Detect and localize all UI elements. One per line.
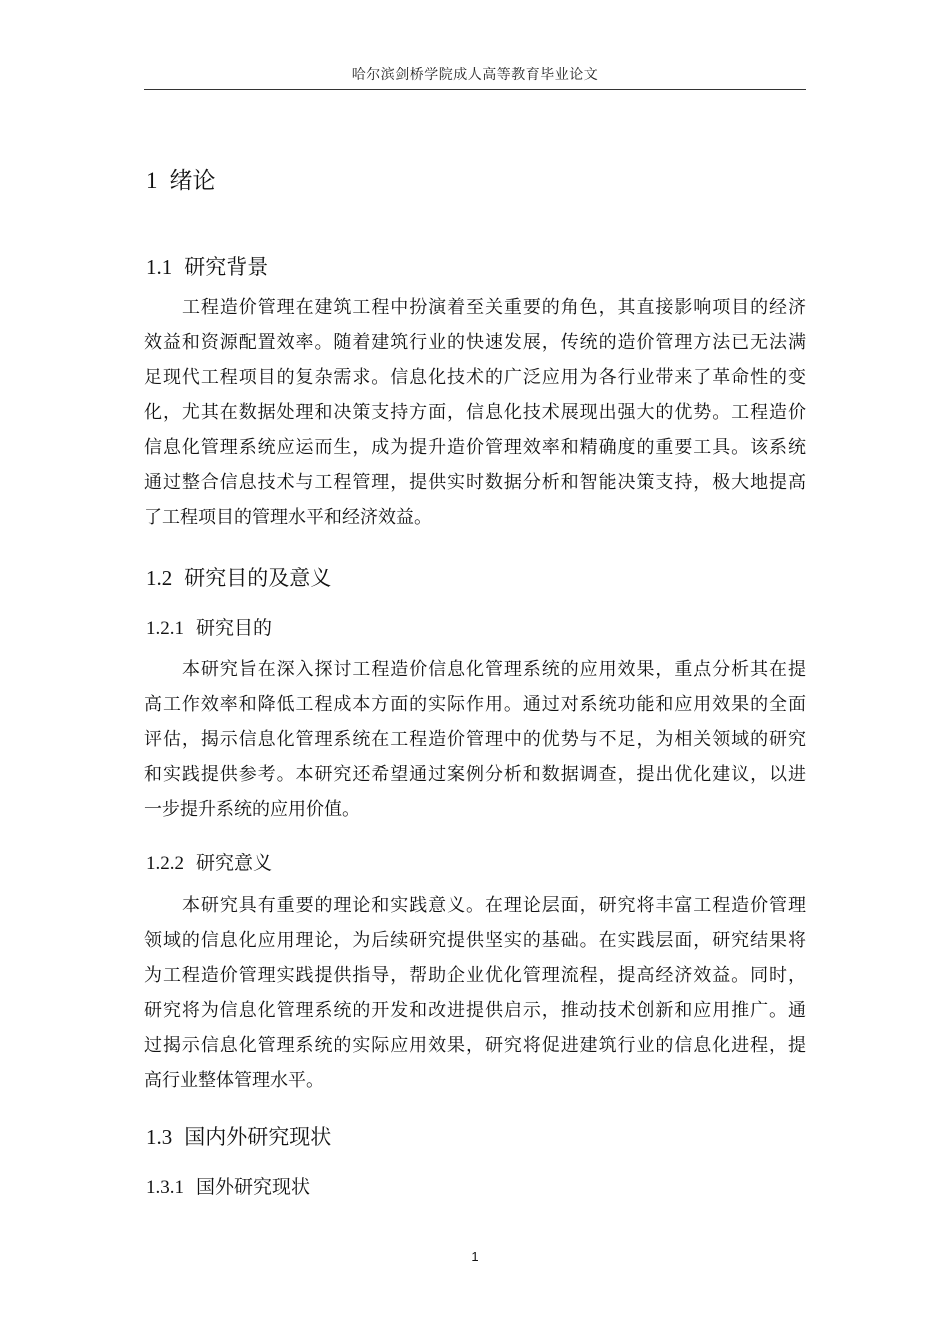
paragraph-line: 信息化管理系统应运而生，成为提升造价管理效率和精确度的重要工具。该系统: [144, 437, 806, 458]
paragraph-line: 为工程造价管理实践提供指导，帮助企业优化管理流程，提高经济效益。同时，: [144, 965, 806, 986]
section-heading-1-3: [146, 1121, 331, 1151]
subsection-title: 研究意义: [196, 852, 273, 874]
chapter-number: 1: [146, 168, 158, 193]
paragraph-research-significance: [144, 888, 806, 1098]
section-number: 1.3: [146, 1125, 173, 1149]
subsection-heading-1-2-2: [146, 848, 272, 875]
paragraph-research-purpose: [144, 652, 806, 827]
paragraph-line: 效益和资源配置效率。随着建筑行业的快速发展，传统的造价管理方法已无法满: [144, 332, 806, 353]
paragraph-line: 一步提升系统的应用价值。: [144, 799, 360, 820]
section-number: 1.1: [146, 255, 173, 279]
subsection-number: 1.2.1: [146, 618, 184, 639]
subsection-title: 研究目的: [196, 617, 273, 639]
running-header: 哈尔滨剑桥学院成人高等教育毕业论文: [351, 67, 599, 83]
page-number: 1: [471, 1249, 479, 1264]
subsection-number: 1.2.2: [146, 853, 184, 874]
paragraph-line: 本研究旨在深入探讨工程造价信息化管理系统的应用效果，重点分析其在提: [182, 659, 806, 680]
paragraph-research-background: [144, 290, 806, 535]
chapter-heading: [146, 162, 216, 195]
subsection-title: 国外研究现状: [196, 1176, 311, 1198]
paragraph-line: 通过整合信息技术与工程管理，提供实时数据分析和智能决策支持，极大地提高: [144, 472, 806, 493]
subsection-heading-1-3-1: [146, 1172, 310, 1199]
section-heading-1-1: [146, 251, 268, 281]
paragraph-line: 本研究具有重要的理论和实践意义。在理论层面，研究将丰富工程造价管理: [182, 895, 806, 916]
header-divider: [144, 89, 806, 90]
section-heading-1-2: [146, 562, 331, 592]
paragraph-line: 过揭示信息化管理系统的实际应用效果，研究将促进建筑行业的信息化进程，提: [144, 1035, 806, 1056]
chapter-title: 绪论: [169, 168, 216, 194]
paragraph-line: 评估，揭示信息化管理系统在工程造价管理中的优势与不足，为相关领域的研究: [144, 729, 806, 750]
paragraph-line: 化，尤其在数据处理和决策支持方面，信息化技术展现出强大的优势。工程造价: [144, 402, 806, 423]
subsection-number: 1.3.1: [146, 1177, 184, 1198]
section-number: 1.2: [146, 566, 173, 590]
paragraph-line: 领域的信息化应用理论，为后续研究提供坚实的基础。在实践层面，研究结果将: [144, 930, 806, 951]
paragraph-line: 工程造价管理在建筑工程中扮演着至关重要的角色，其直接影响项目的经济: [182, 297, 806, 318]
paragraph-line: 了工程项目的管理水平和经济效益。: [144, 507, 432, 528]
section-title: 研究目的及意义: [184, 566, 332, 590]
section-title: 研究背景: [184, 255, 269, 279]
subsection-heading-1-2-1: [146, 613, 272, 640]
paragraph-line: 高工作效率和降低工程成本方面的实际作用。通过对系统功能和应用效果的全面: [144, 694, 806, 715]
paragraph-line: 高行业整体管理水平。: [144, 1070, 324, 1091]
paragraph-line: 和实践提供参考。本研究还希望通过案例分析和数据调查，提出优化建议，以进: [144, 764, 806, 785]
paragraph-line: 研究将为信息化管理系统的开发和改进提供启示，推动技术创新和应用推广。通: [144, 1000, 806, 1021]
paragraph-line: 足现代工程项目的复杂需求。信息化技术的广泛应用为各行业带来了革命性的变: [144, 367, 806, 388]
section-title: 国内外研究现状: [184, 1125, 332, 1149]
